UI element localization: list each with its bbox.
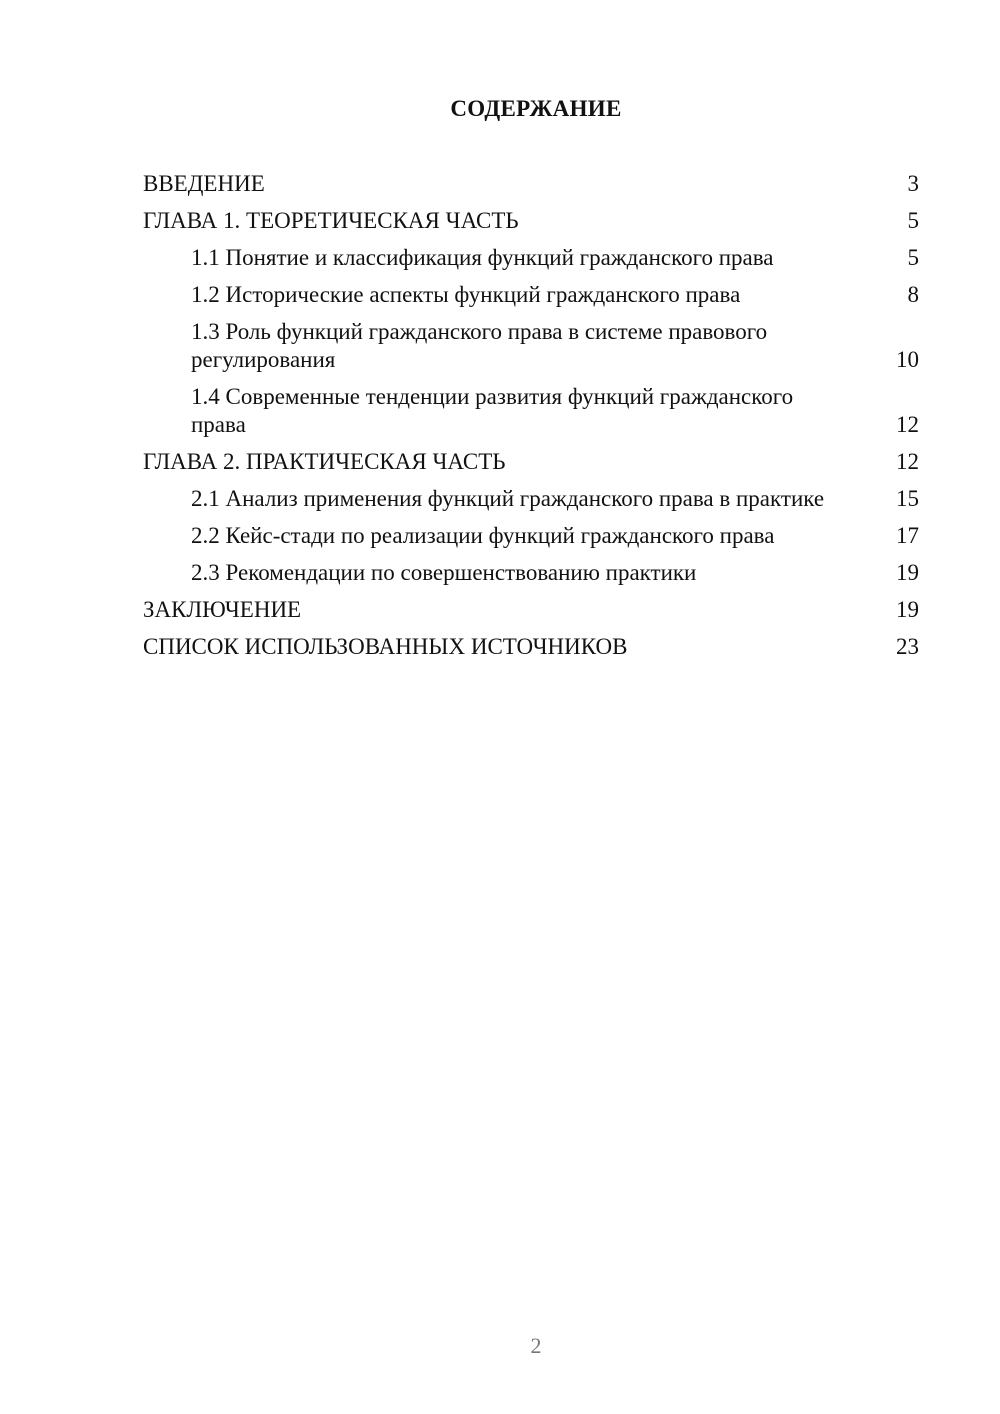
toc-entry-section-1-1[interactable] — [143, 244, 919, 272]
toc-entry-page: 8 — [907, 282, 919, 307]
toc-entry-page: 19 — [896, 560, 919, 585]
toc-entry-text: 1.4 Современные тенденции развития функций гражданского права — [191, 384, 794, 437]
toc-title: СОДЕРЖАНИЕ — [450, 96, 622, 121]
toc-entry-text: ГЛАВА 2. ПРАКТИЧЕСКАЯ ЧАСТЬ — [143, 449, 506, 474]
toc-entry-text: ГЛАВА 1. ТЕОРЕТИЧЕСКАЯ ЧАСТЬ — [143, 208, 519, 233]
toc-entry-page: 23 — [896, 634, 919, 659]
toc-entry-introduction[interactable] — [143, 170, 919, 198]
toc-entry-page: 12 — [896, 449, 919, 474]
toc-entry-text: 1.1 Понятие и классификация функций гражданского права — [191, 245, 774, 270]
toc-entry-page: 5 — [907, 208, 919, 233]
toc-entry-text: ВВЕДЕНИЕ — [143, 171, 265, 196]
toc-entry-text: 2.1 Анализ применения функций гражданского права в практике — [191, 486, 825, 511]
toc-entry-section-2-2[interactable] — [143, 522, 919, 550]
toc-entry-chapter-2[interactable] — [143, 448, 919, 476]
page-number: 2 — [530, 1333, 542, 1358]
toc-entry-text: ЗАКЛЮЧЕНИЕ — [143, 597, 302, 622]
toc-entry-page: 12 — [896, 412, 919, 437]
toc-entry-section-2-1[interactable] — [143, 485, 919, 513]
toc-entry-page: 5 — [907, 245, 919, 270]
toc-entry-page: 10 — [896, 347, 919, 372]
toc-entry-references[interactable] — [143, 633, 919, 661]
toc-entry-chapter-1[interactable] — [143, 207, 919, 235]
toc-entry-page: 3 — [907, 171, 919, 196]
toc-entry-page: 15 — [896, 486, 919, 511]
toc-entry-page: 17 — [896, 523, 919, 548]
toc-entry-text: 2.2 Кейс-стади по реализации функций гражданского права — [191, 523, 775, 548]
toc-entry-section-1-4[interactable] — [143, 383, 919, 439]
toc-entry-text: 1.2 Исторические аспекты функций гражданского права — [191, 282, 741, 307]
toc-entry-section-1-2[interactable] — [143, 281, 919, 309]
toc-entry-page: 19 — [896, 597, 919, 622]
table-of-contents — [143, 170, 919, 670]
toc-entry-section-2-3[interactable] — [143, 559, 919, 587]
toc-entry-text: СПИСОК ИСПОЛЬЗОВАННЫХ ИСТОЧНИКОВ — [143, 634, 628, 659]
toc-entry-text: 2.3 Рекомендации по совершенствованию практики — [191, 560, 697, 585]
toc-entry-text: 1.3 Роль функций гражданского права в системе правового регулирования — [191, 319, 768, 372]
toc-entry-section-1-3[interactable] — [143, 318, 919, 374]
toc-entry-conclusion[interactable] — [143, 596, 919, 624]
